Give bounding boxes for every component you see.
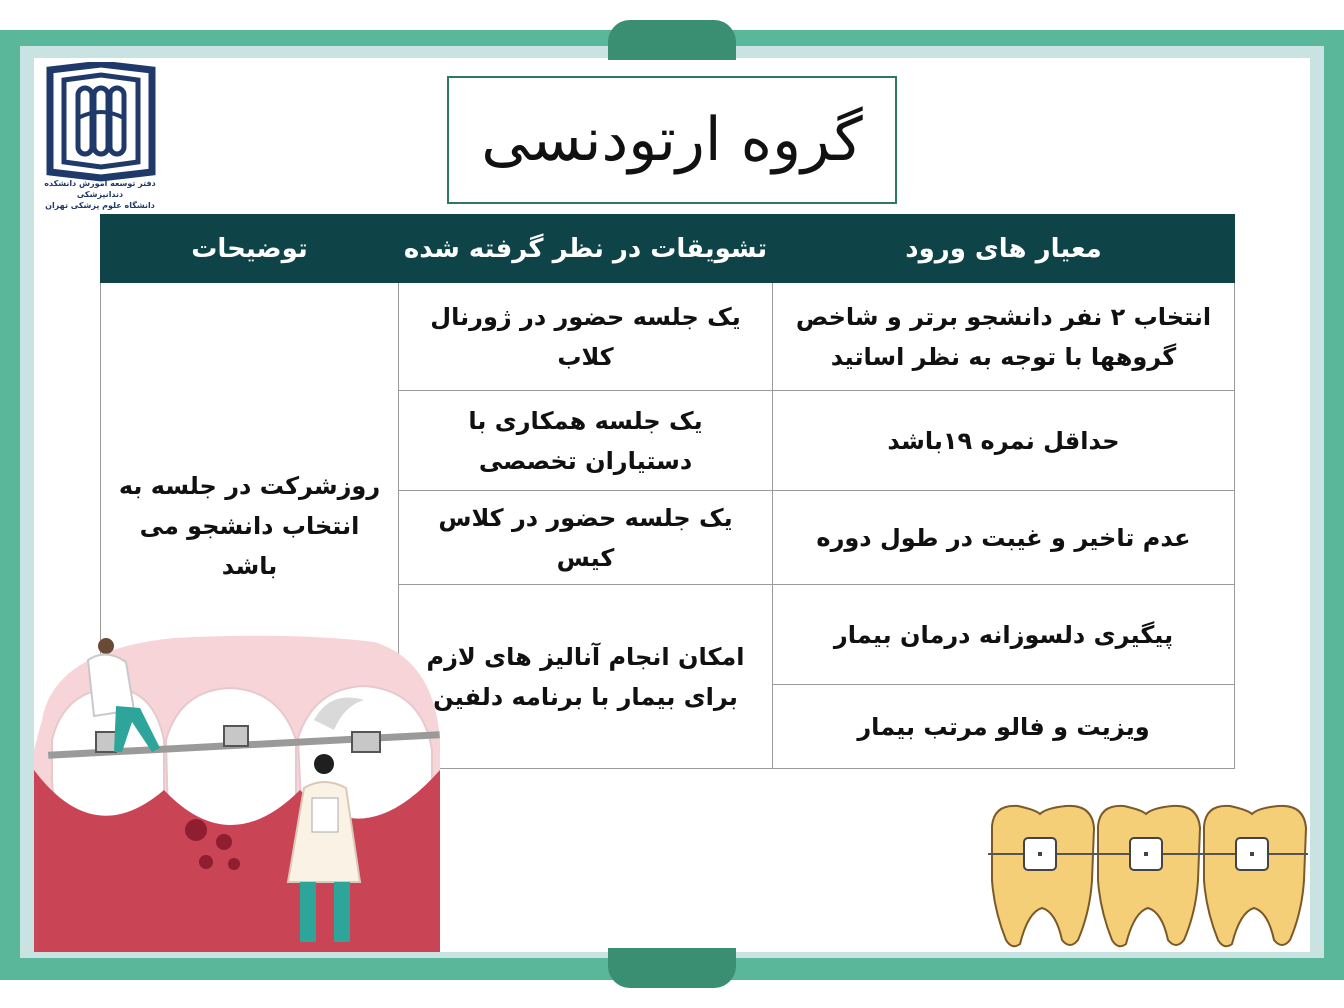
logo-caption xyxy=(36,178,164,211)
title-box xyxy=(447,76,897,204)
incentive-cell: یک جلسه همکاری با دستیاران تخصصی xyxy=(399,391,773,491)
incentive-cell: یک جلسه حضور در کلاس کیس xyxy=(399,491,773,585)
logo-caption-line-1: دفتر توسعه آموزش دانشکده دندانپزشکی xyxy=(44,179,156,199)
header-notes: توضیحات xyxy=(101,215,399,283)
criteria-cell: ویزیت و فالو مرتب بیمار xyxy=(773,685,1235,769)
teeth-with-braces-illustration xyxy=(982,800,1310,952)
table-header-row xyxy=(101,215,1235,283)
incentive-cell: یک جلسه حضور در ژورنال کلاب xyxy=(399,283,773,391)
criteria-cell: حداقل نمره ۱۹باشد xyxy=(773,391,1235,491)
header-criteria: معیار های ورود xyxy=(773,215,1235,283)
criteria-cell: پیگیری دلسوزانه درمان بیمار xyxy=(773,585,1235,685)
dentists-with-braces-illustration xyxy=(34,630,442,952)
frame-tab-top xyxy=(608,20,736,60)
criteria-cell: عدم تاخیر و غیبت در طول دوره xyxy=(773,491,1235,585)
criteria-cell: انتخاب ۲ نفر دانشجو برتر و شاخص گروهها با توجه به نظر اساتید xyxy=(773,283,1235,391)
frame-tab-bottom xyxy=(608,948,736,988)
header-incentives: تشویقات در نظر گرفته شده xyxy=(399,215,773,283)
incentive-cell: امکان انجام آنالیز های لازم برای بیمار با برنامه دلفین xyxy=(399,585,773,769)
logo-caption-line-2: دانشگاه علوم پزشکی تهران xyxy=(45,201,155,210)
notes-cell: روزشرکت در جلسه به انتخاب دانشجو می باشد xyxy=(101,283,399,769)
table-row xyxy=(101,283,1235,391)
page-title: گروه ارتودنسی xyxy=(481,105,863,175)
